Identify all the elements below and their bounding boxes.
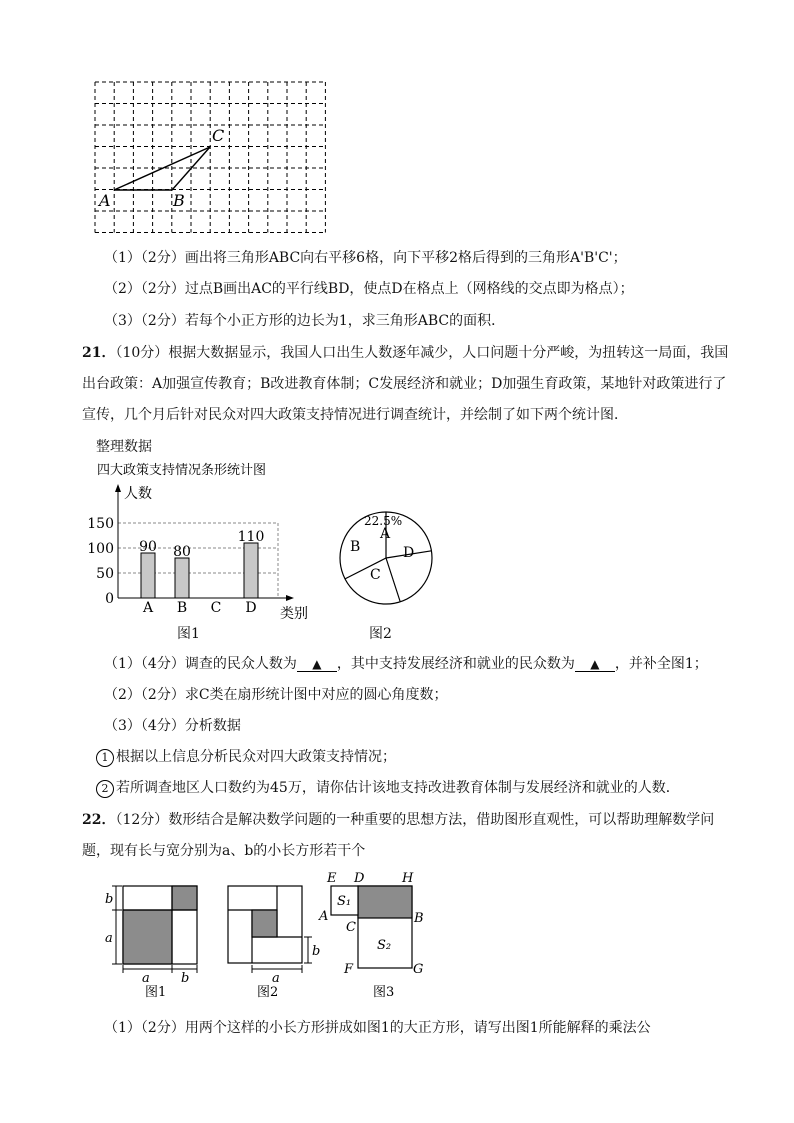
fig3-area-s2: S₂ xyxy=(377,938,392,953)
pie-label-b: B xyxy=(350,539,361,555)
fig1-label-a-bottom: a xyxy=(142,971,150,986)
q21-sub2 xyxy=(96,778,680,798)
q21-part1 xyxy=(104,654,708,674)
circled-number-2: 2 xyxy=(96,780,114,798)
fig2-label-b: b xyxy=(312,944,321,959)
bar-value-label: 110 xyxy=(237,529,265,545)
q22-intro-line1 xyxy=(82,810,714,830)
y-tick-label: 100 xyxy=(87,541,114,557)
q21-sub1-text: 根据以上信息分析民众对四大政策支持情况； xyxy=(116,749,396,765)
q21-part2: （2）（2分）求C类在扇形统计图中对应的圆心角度数； xyxy=(104,687,448,703)
q21-part1-b: ，其中支持发展经济和就业的民众数为 xyxy=(336,656,575,672)
fig2-shaded-square xyxy=(252,910,277,937)
fig3-point-a: A xyxy=(319,909,329,924)
fig1-label-a-left: a xyxy=(105,931,113,946)
x-tick-label: A xyxy=(142,600,154,616)
q20-part2: （2）（2分）过点B画出AC的平行线BD，使点D在格点上（网格线的交点即为格点）； xyxy=(104,281,634,297)
q21-number: 21． xyxy=(82,345,116,361)
bar-value-label: 90 xyxy=(139,539,157,555)
q22-number: 22． xyxy=(82,812,116,828)
x-axis-arrow xyxy=(286,595,294,601)
q21-sub1 xyxy=(96,747,396,767)
fig3-point-g: G xyxy=(413,962,424,977)
q21-intro-line1 xyxy=(82,343,728,363)
x-axis-label: 类别 xyxy=(280,606,308,622)
fig1-label-b-bottom: b xyxy=(181,971,190,986)
answer-blank-2[interactable]: ▲ xyxy=(575,657,615,672)
q22-figure-1 xyxy=(100,868,210,998)
y-tick-label: 50 xyxy=(96,566,114,582)
bar-d xyxy=(244,543,258,598)
bar-a xyxy=(141,553,155,598)
grid-figure xyxy=(88,78,338,243)
q22-intro-line2: 题，现有长与宽分别为a、b的小长方形若干个 xyxy=(82,843,366,859)
bar-chart xyxy=(86,458,326,630)
x-tick-label: C xyxy=(210,600,222,616)
pie-chart xyxy=(330,502,442,614)
y-axis-arrow xyxy=(115,484,121,492)
q21-part1-a: （1）（4分）调查的民众人数为 xyxy=(104,656,297,672)
point-c-label: C xyxy=(212,126,225,145)
fig3-point-b: B xyxy=(414,911,424,926)
q21-score: （10分） xyxy=(115,345,169,361)
q21-intro-line2: 出台政策：A加强宣传教育；B改进教育体制；C发展经济和就业；D加强生育政策，某地针对政策进行了 xyxy=(82,376,727,392)
x-tick-label: B xyxy=(176,600,188,616)
answer-blank-1[interactable]: ▲ xyxy=(297,657,337,672)
circled-number-1: 1 xyxy=(96,749,114,767)
fig2-caption-q22: 图2 xyxy=(257,985,279,998)
fig1-shaded-a-square xyxy=(123,910,172,964)
q21-part3: （3）（4分）分析数据 xyxy=(104,718,241,734)
fig2-caption: 图2 xyxy=(369,626,392,642)
y-tick-label: 150 xyxy=(87,516,114,532)
fig3-point-f: F xyxy=(344,962,354,977)
q22-part1: （1）（2分）用两个这样的小长方形拼成如图1的大正方形，请写出图1所能解释的乘法公 xyxy=(104,1020,651,1036)
fig3-point-h: H xyxy=(402,871,414,886)
bar-value-label: 80 xyxy=(173,544,191,560)
pie-label-a: A xyxy=(380,526,391,542)
fig3-area-s1: S₁ xyxy=(337,894,352,909)
fig2-label-a: a xyxy=(272,971,280,986)
y-tick-label: 0 xyxy=(105,591,114,607)
fig3-caption-q22: 图3 xyxy=(373,985,395,998)
section-title: 整理数据 xyxy=(96,439,152,455)
pie-annotation: 22.5% xyxy=(364,514,403,528)
bar-chart-title: 四大政策支持情况条形统计图 xyxy=(97,463,267,478)
q22-intro-text1: 数形结合是解决数学问题的一种重要的思想方法，借助图形直观性，可以帮助理解数学问 xyxy=(168,812,715,828)
q20-part3: （3）（2分）若每个小正方形的边长为1，求三角形ABC的面积． xyxy=(104,313,506,329)
fig1-caption: 图1 xyxy=(177,626,200,642)
fig1-label-b-left: b xyxy=(105,892,114,907)
fig3-point-c: C xyxy=(346,920,356,935)
q22-score: （12分） xyxy=(115,812,169,828)
fig3-shaded-rect xyxy=(358,886,412,918)
q21-intro-text1: 根据大数据显示，我国人口出生人数逐年减少，人口问题十分严峻，为扭转这一局面，我国 xyxy=(168,345,729,361)
pie-label-c: C xyxy=(370,567,381,583)
point-b-label: B xyxy=(173,191,185,210)
q20-part1: （1）（2分）画出将三角形ABC向右平移6格，向下平移2格后得到的三角形A'B'C'； xyxy=(104,250,627,266)
q21-intro-line3: 宣传，几个月后针对民众对四大政策支持情况进行调查统计，并绘制了如下两个统计图． xyxy=(82,407,628,423)
bar-b xyxy=(175,558,189,598)
fig3-point-e: E xyxy=(327,871,337,886)
point-a-label: A xyxy=(99,191,111,210)
q22-figure-3 xyxy=(316,868,436,998)
fig1-shaded-b-square xyxy=(172,886,197,910)
pie-label-d: D xyxy=(403,545,415,561)
y-axis-label: 人数 xyxy=(124,486,152,502)
q21-part1-c: ，并补全图1； xyxy=(614,656,708,672)
fig3-point-d: D xyxy=(354,871,365,886)
x-tick-label: D xyxy=(245,600,257,616)
fig1-caption-q22: 图1 xyxy=(145,985,167,998)
q21-sub2-text: 若所调查地区人口数约为45万，请你估计该地支持改进教育体制与发展经济和就业的人数． xyxy=(116,780,680,796)
